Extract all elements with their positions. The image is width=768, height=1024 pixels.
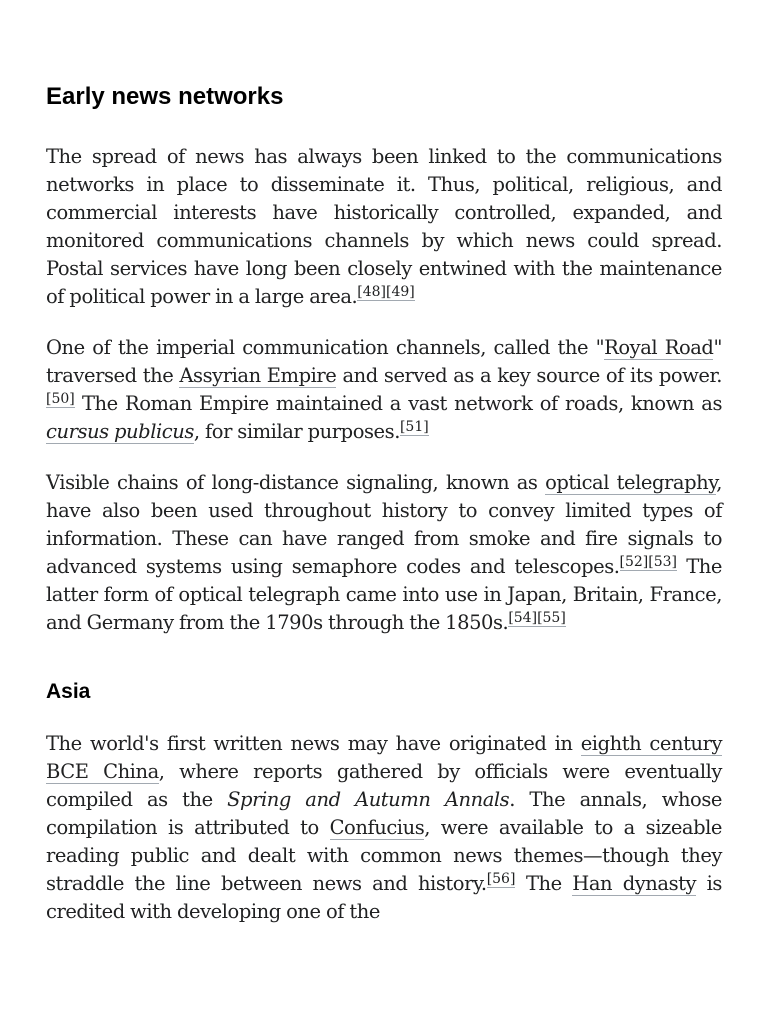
text-run: , have also been used throughout history to convey limited types of information. These can have ranged from smoke and fire signals to advanced systems using semaphore codes and telescopes. [46, 471, 722, 578]
citation-link[interactable]: [55] [537, 610, 566, 626]
paragraph-optical-telegraphy [46, 469, 722, 637]
citation-link[interactable]: [49] [386, 284, 415, 300]
text-run: The Roman Empire maintained a vast network of roads, known as [74, 392, 722, 415]
citation-link[interactable]: [53] [648, 554, 677, 570]
citation-52[interactable] [620, 554, 649, 571]
text-run: is credited with developing one of the [46, 872, 722, 923]
text-run: , where reports gathered by officials were eventually compiled as the [46, 760, 722, 811]
text-run: . The annals, whose compilation is attributed to [46, 788, 722, 839]
citation-50[interactable] [46, 391, 75, 408]
citation-54[interactable] [508, 610, 537, 627]
text-run: " traversed the [46, 336, 722, 387]
link-cursus-publicus[interactable] [46, 420, 194, 444]
citation-link[interactable]: [50] [46, 391, 75, 407]
citation-49[interactable] [386, 284, 415, 301]
section-heading-asia: Asia [46, 680, 91, 703]
section-heading-early-news-networks: Early news networks [46, 83, 284, 110]
citation-48[interactable] [357, 284, 386, 301]
article-content [46, 0, 722, 926]
citation-link[interactable]: [48] [357, 284, 387, 300]
text-run: , were available to a sizeable reading public and dealt with common news themes—though they straddle the line between news and history. [46, 816, 722, 895]
link-eighth-century-bce-china[interactable]: eighth century BCE China [46, 732, 723, 783]
link-assyrian-empire[interactable]: Assyrian Empire [179, 364, 337, 387]
paragraph-asia-news [46, 730, 722, 926]
text-run: and served as a key source of its power. [336, 364, 722, 387]
text-run: The [515, 872, 573, 895]
citation-56[interactable] [487, 871, 516, 888]
text-run: Visible chains of long-distance signaling, known as [46, 471, 546, 494]
paragraph-royal-road [46, 334, 722, 446]
link-royal-road[interactable]: Royal Road [604, 336, 714, 359]
link-han-dynasty[interactable]: Han dynasty [572, 872, 697, 895]
link-confucius[interactable]: Confucius [329, 816, 425, 839]
text-run: The latter form of optical telegraph came into use in Japan, Britain, France, and Germany from the 1790s through the 1850s. [46, 555, 722, 634]
citation-link[interactable]: [56] [486, 871, 516, 887]
citation-53[interactable] [648, 554, 677, 571]
text-run: The world's first written news may have originated in [46, 732, 581, 755]
paragraph-text: The spread of news has always been linked to the communications networks in place to disseminate it. Thus, political, religious, and commercial interests have historically controlled, expanded, and monitored communications channels by which news could spread. Postal services have long been closely entwined with the maintenance of political power in a large area. [46, 145, 722, 308]
text-run: One of the imperial communication channels, called the " [46, 336, 605, 359]
spring-and-autumn-annals-italic: Spring and Autumn Annals [227, 788, 510, 811]
citation-link[interactable]: [54] [508, 610, 538, 626]
text-run: , for similar purposes. [193, 420, 400, 443]
link-optical-telegraphy[interactable]: optical telegraphy [545, 471, 717, 494]
citation-link[interactable]: [52] [619, 554, 649, 570]
citation-55[interactable] [537, 610, 566, 627]
paragraph-postal [46, 143, 722, 311]
citation-51[interactable] [400, 419, 429, 436]
cursus-publicus-italic: cursus publicus [46, 420, 194, 443]
citation-link[interactable]: [51] [399, 419, 429, 435]
